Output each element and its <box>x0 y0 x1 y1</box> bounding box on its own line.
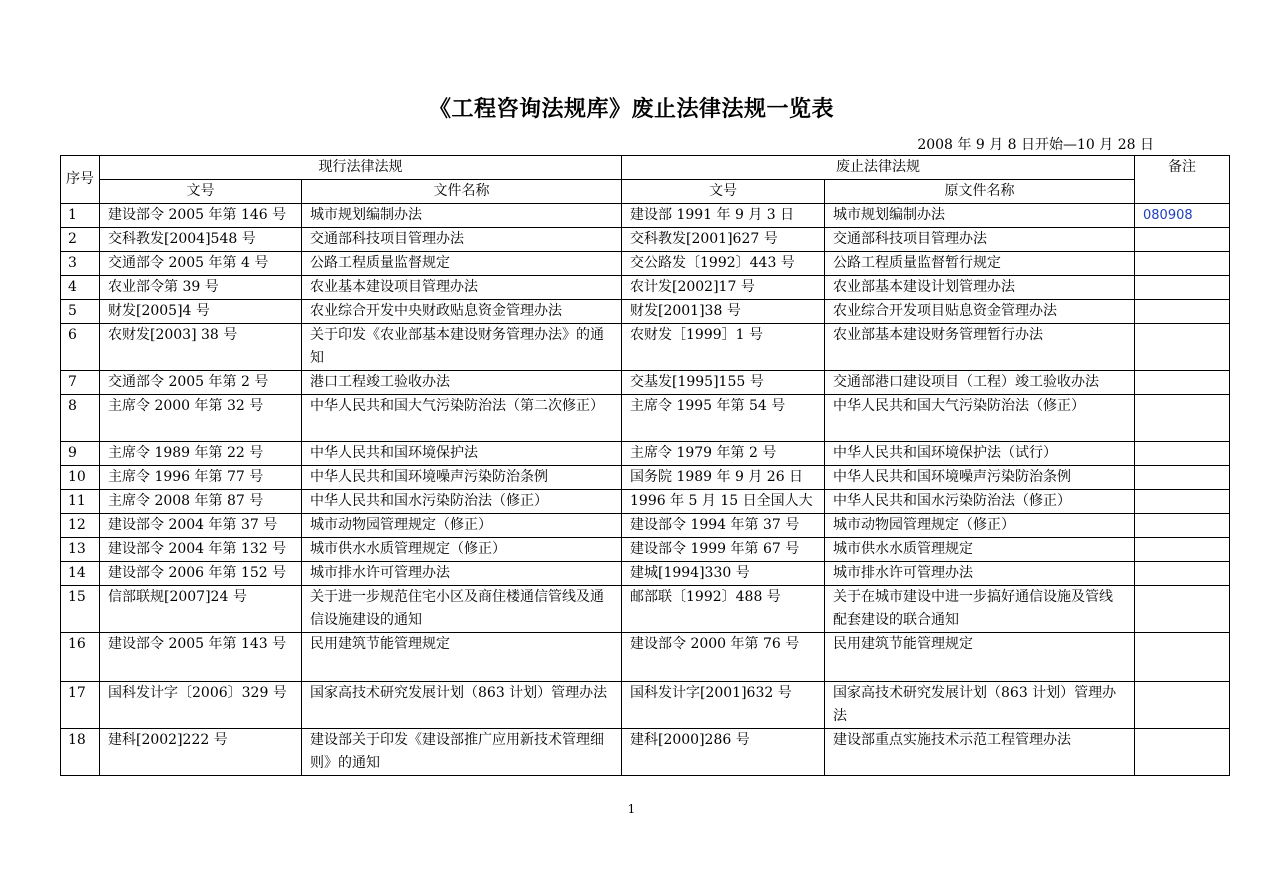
current-doc-name: 农业综合开发中央财政贴息资金管理办法 <box>302 300 622 324</box>
row-number: 9 <box>61 442 100 466</box>
table-row <box>61 252 1230 276</box>
repealed-doc-number: 建科[2000]286 号 <box>622 729 825 776</box>
table-row <box>61 729 1230 776</box>
header-current-name: 文件名称 <box>302 180 622 204</box>
current-doc-number: 主席令 2008 年第 87 号 <box>100 490 302 514</box>
row-number: 10 <box>61 466 100 490</box>
table-row <box>61 514 1230 538</box>
current-doc-name: 城市动物园管理规定（修正） <box>302 514 622 538</box>
current-doc-name: 港口工程竣工验收办法 <box>302 371 622 395</box>
current-doc-number: 农业部令第 39 号 <box>100 276 302 300</box>
row-number: 4 <box>61 276 100 300</box>
remark-cell <box>1135 466 1230 490</box>
repealed-doc-name: 城市供水水质管理规定 <box>825 538 1135 562</box>
repealed-doc-name: 城市规划编制办法 <box>825 204 1135 228</box>
current-doc-name: 城市规划编制办法 <box>302 204 622 228</box>
repealed-doc-number: 农计发[2002]17 号 <box>622 276 825 300</box>
row-number: 7 <box>61 371 100 395</box>
repealed-doc-name: 公路工程质量监督暂行规定 <box>825 252 1135 276</box>
repealed-doc-number: 财发[2001]38 号 <box>622 300 825 324</box>
header-repealed-laws: 废止法律法规 <box>622 156 1135 180</box>
remark-cell <box>1135 514 1230 538</box>
remark-cell <box>1135 729 1230 776</box>
current-doc-number: 农财发[2003] 38 号 <box>100 324 302 371</box>
row-number: 6 <box>61 324 100 371</box>
table-row <box>61 442 1230 466</box>
repealed-doc-number: 建设部令 1999 年第 67 号 <box>622 538 825 562</box>
current-doc-name: 中华人民共和国水污染防治法（修正） <box>302 490 622 514</box>
repealed-doc-number: 邮部联〔1992〕488 号 <box>622 586 825 633</box>
table-row <box>61 562 1230 586</box>
date-range: 2008 年 9 月 8 日开始—10 月 28 日 <box>917 137 1154 153</box>
remark-cell <box>1135 300 1230 324</box>
repealed-doc-name: 中华人民共和国大气污染防治法（修正） <box>825 395 1135 442</box>
repealed-doc-name: 中华人民共和国水污染防治法（修正） <box>825 490 1135 514</box>
repealed-doc-number: 建设部 1991 年 9 月 3 日 <box>622 204 825 228</box>
repealed-doc-number: 国务院 1989 年 9 月 26 日 <box>622 466 825 490</box>
remark-cell <box>1135 276 1230 300</box>
header-repealed-doc-no: 文号 <box>622 180 825 204</box>
current-doc-name: 中华人民共和国环境保护法 <box>302 442 622 466</box>
current-doc-name: 关于印发《农业部基本建设财务管理办法》的通知 <box>302 324 622 371</box>
repealed-doc-number: 农财发［1999］1 号 <box>622 324 825 371</box>
remark-cell <box>1135 562 1230 586</box>
current-doc-name: 交通部科技项目管理办法 <box>302 228 622 252</box>
remark-cell <box>1135 395 1230 442</box>
repealed-doc-number: 建城[1994]330 号 <box>622 562 825 586</box>
remark-cell <box>1135 682 1230 729</box>
remark-cell <box>1135 252 1230 276</box>
repealed-doc-number: 交公路发〔1992〕443 号 <box>622 252 825 276</box>
document-title: 《工程咨询法规库》废止法律法规一览表 <box>428 97 834 122</box>
current-doc-name: 农业基本建设项目管理办法 <box>302 276 622 300</box>
header-repealed-name: 原文件名称 <box>825 180 1135 204</box>
repealed-doc-name: 交通部科技项目管理办法 <box>825 228 1135 252</box>
current-doc-number: 财发[2005]4 号 <box>100 300 302 324</box>
current-doc-number: 建设部令 2004 年第 37 号 <box>100 514 302 538</box>
remark-cell <box>1135 633 1230 682</box>
current-doc-name: 公路工程质量监督规定 <box>302 252 622 276</box>
remark-cell: 080908 <box>1135 204 1230 228</box>
repealed-doc-name: 建设部重点实施技术示范工程管理办法 <box>825 729 1135 776</box>
table-row <box>61 466 1230 490</box>
repealed-doc-name: 交通部港口建设项目（工程）竣工验收办法 <box>825 371 1135 395</box>
repealed-doc-number: 交基发[1995]155 号 <box>622 371 825 395</box>
table-row <box>61 633 1230 682</box>
current-doc-name: 城市供水水质管理规定（修正） <box>302 538 622 562</box>
table-row <box>61 586 1230 633</box>
table-row <box>61 395 1230 442</box>
current-doc-number: 交通部令 2005 年第 4 号 <box>100 252 302 276</box>
header-seq: 序号 <box>61 156 100 204</box>
table-row <box>61 276 1230 300</box>
remark-cell <box>1135 228 1230 252</box>
row-number: 1 <box>61 204 100 228</box>
repealed-doc-name: 关于在城市建设中进一步搞好通信设施及管线配套建设的联合通知 <box>825 586 1135 633</box>
table-row <box>61 204 1230 228</box>
row-number: 2 <box>61 228 100 252</box>
row-number: 15 <box>61 586 100 633</box>
repealed-doc-name: 农业部基本建设财务管理暂行办法 <box>825 324 1135 371</box>
repealed-doc-number: 1996 年 5 月 15 日全国人大 <box>622 490 825 514</box>
current-doc-number: 建设部令 2005 年第 143 号 <box>100 633 302 682</box>
current-doc-number: 主席令 1989 年第 22 号 <box>100 442 302 466</box>
repealed-laws-table <box>60 155 1230 776</box>
current-doc-number: 交科教发[2004]548 号 <box>100 228 302 252</box>
current-doc-number: 建设部令 2006 年第 152 号 <box>100 562 302 586</box>
current-doc-number: 建设部令 2004 年第 132 号 <box>100 538 302 562</box>
current-doc-number: 主席令 1996 年第 77 号 <box>100 466 302 490</box>
header-current-doc-no: 文号 <box>100 180 302 204</box>
remark-cell <box>1135 490 1230 514</box>
repealed-doc-name: 城市排水许可管理办法 <box>825 562 1135 586</box>
current-doc-number: 信部联规[2007]24 号 <box>100 586 302 633</box>
row-number: 8 <box>61 395 100 442</box>
current-doc-number: 建科[2002]222 号 <box>100 729 302 776</box>
current-doc-number: 交通部令 2005 年第 2 号 <box>100 371 302 395</box>
repealed-doc-number: 主席令 1979 年第 2 号 <box>622 442 825 466</box>
table-row <box>61 490 1230 514</box>
repealed-doc-name: 城市动物园管理规定（修正） <box>825 514 1135 538</box>
table-row <box>61 682 1230 729</box>
remark-cell <box>1135 538 1230 562</box>
repealed-doc-name: 农业综合开发项目贴息资金管理办法 <box>825 300 1135 324</box>
repealed-doc-name: 中华人民共和国环境噪声污染防治条例 <box>825 466 1135 490</box>
row-number: 13 <box>61 538 100 562</box>
repealed-doc-name: 中华人民共和国环境保护法（试行） <box>825 442 1135 466</box>
current-doc-name: 民用建筑节能管理规定 <box>302 633 622 682</box>
current-doc-number: 建设部令 2005 年第 146 号 <box>100 204 302 228</box>
row-number: 14 <box>61 562 100 586</box>
table-row <box>61 324 1230 371</box>
repealed-doc-number: 建设部令 1994 年第 37 号 <box>622 514 825 538</box>
repealed-doc-number: 建设部令 2000 年第 76 号 <box>622 633 825 682</box>
header-remark: 备注 <box>1135 156 1230 204</box>
row-number: 17 <box>61 682 100 729</box>
repealed-doc-number: 国科发计字[2001]632 号 <box>622 682 825 729</box>
current-doc-name: 建设部关于印发《建设部推广应用新技术管理细则》的通知 <box>302 729 622 776</box>
current-doc-name: 中华人民共和国大气污染防治法（第二次修正） <box>302 395 622 442</box>
table-row <box>61 300 1230 324</box>
header-current-laws: 现行法律法规 <box>100 156 622 180</box>
table-header <box>61 156 1230 204</box>
row-number: 11 <box>61 490 100 514</box>
row-number: 5 <box>61 300 100 324</box>
repealed-doc-name: 农业部基本建设计划管理办法 <box>825 276 1135 300</box>
remark-cell <box>1135 586 1230 633</box>
page-number: 1 <box>627 802 636 816</box>
remark-cell <box>1135 371 1230 395</box>
row-number: 3 <box>61 252 100 276</box>
repealed-doc-name: 民用建筑节能管理规定 <box>825 633 1135 682</box>
table-body <box>61 204 1230 776</box>
current-doc-number: 主席令 2000 年第 32 号 <box>100 395 302 442</box>
current-doc-name: 国家高技术研究发展计划（863 计划）管理办法 <box>302 682 622 729</box>
table-row <box>61 371 1230 395</box>
current-doc-number: 国科发计字〔2006〕329 号 <box>100 682 302 729</box>
repealed-doc-number: 主席令 1995 年第 54 号 <box>622 395 825 442</box>
table-row <box>61 538 1230 562</box>
remark-cell <box>1135 442 1230 466</box>
repealed-doc-number: 交科教发[2001]627 号 <box>622 228 825 252</box>
repealed-doc-name: 国家高技术研究发展计划（863 计划）管理办法 <box>825 682 1135 729</box>
remark-cell <box>1135 324 1230 371</box>
row-number: 16 <box>61 633 100 682</box>
row-number: 18 <box>61 729 100 776</box>
current-doc-name: 城市排水许可管理办法 <box>302 562 622 586</box>
current-doc-name: 中华人民共和国环境噪声污染防治条例 <box>302 466 622 490</box>
current-doc-name: 关于进一步规范住宅小区及商住楼通信管线及通信设施建设的通知 <box>302 586 622 633</box>
table-row <box>61 228 1230 252</box>
row-number: 12 <box>61 514 100 538</box>
